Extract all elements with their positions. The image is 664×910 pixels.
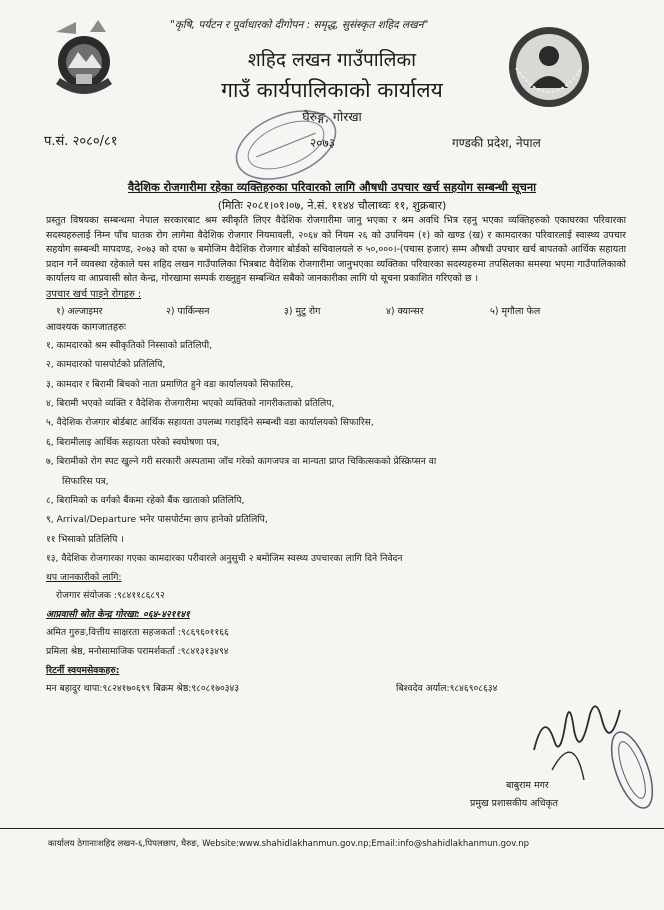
header-motto: "कृषि, पर्यटन र पूर्वाधारको दीगोपन : समृद्ध, सुसंस्कृत शहिद लखन": [170, 19, 429, 31]
mrc-heading: आप्रवासी स्रोत केन्द्र गोरखा: ०६४-४२११४१: [46, 608, 190, 620]
office-stamp-icon: [226, 102, 346, 188]
notice-date: (मितिः २०८१।०१।०७, ने.सं. ११४४ चौलाथ्वः ११, शुक्रबार): [217, 199, 447, 212]
disease-item: ४) क्यान्सर: [386, 305, 424, 317]
document-item: ५, वैदेशिक रोजगार बोर्डबाट आर्थिक सहायता उपलब्ध गराइदिने सम्बन्धी वडा कार्यालयको सिफारिस,: [46, 417, 374, 429]
document-item: सिफारिस पत्र,: [62, 475, 109, 487]
returnee-heading: रिटर्नी स्वयमसेवकहरु:: [46, 664, 120, 676]
mrc-person: प्रमिला श्रेष्ठ, मनोसामाजिक परामर्शकर्ता :९८४१३१३४९४: [46, 646, 229, 657]
office-address: घैरुङ्ग, गोरखा: [302, 109, 362, 124]
disease-item: ३) मुटु रोग: [284, 305, 321, 317]
employment-coordinator: रोजगार संयोजक :९८४११८६८९२: [56, 590, 165, 602]
disease-item: ५) मृगौला फेल: [490, 305, 541, 317]
document-item: ७, बिरामीको रोग स्पट खुल्ने गरी सरकारी अस्पतामा जाँच गरेको कागजपत्र वा मान्यता प्राप्त चिकित्सकको प्रेस्क्रिप्सन वा: [46, 456, 437, 468]
notice-content: [46, 214, 626, 699]
disease-item: १) अल्जाइमर: [56, 305, 103, 317]
returnee-volunteers: मन बहादुर थापा:९८२४१७०६९९ बिक्रम श्रेष्ठ:९८०८१७०३४३: [46, 683, 240, 695]
document-item: १, कामदारको श्रम स्वीकृतिको निस्साको प्रतिलिपी,: [46, 339, 212, 351]
notice-title: वैदेशिक रोजगारीमा रहेका व्यक्तिहरुका परिवारको लागि औषधी उपचार खर्च सहयोग सम्बन्धी सूचना: [127, 180, 537, 194]
document-item: २, कामदारको पासपोर्टको प्रतिलिपि,: [46, 359, 166, 371]
diseases-heading: उपचार खर्च पाइने रोगहरु :: [46, 288, 142, 300]
disease-item: २) पार्किन्सन: [166, 305, 210, 317]
contacts-section: [46, 569, 626, 699]
diseases-list: [46, 305, 626, 320]
document-item: ३, कामदार र बिरामी बिचको नाता प्रमाणित हुने वडा कार्यालयको सिफारिस,: [46, 378, 294, 390]
province-name: गण्डकी प्रदेश, नेपाल: [452, 136, 541, 150]
documents-heading: आवश्यक कागजातहरुः: [46, 322, 126, 334]
document-item: ४, बिरामी भएको व्यक्ति र वैदेशिक रोजगारीमा भएको व्यक्तिको नागरीकताको प्रतिलिप,: [46, 397, 335, 409]
contacts-heading: थप जानकारीको लागि:: [46, 571, 122, 583]
document-item: ११ भिसाको प्रतिलिपि ।: [46, 533, 124, 545]
reference-number: प.सं. २०८०/८१: [44, 134, 118, 149]
establishment-year: २०७३: [310, 136, 335, 150]
footer-divider: [0, 828, 664, 829]
signatory-title: प्रमुख प्रशासकीय अधिकृत: [470, 798, 559, 809]
footer-address: कार्यालय ठेगानाःशहिद लखन-६,पिपलछाप, घैरुङ, Website:www.shahidlakhanmun.gov.np;Email:info@shahidlakhanmun.gov.np: [48, 839, 530, 849]
document-item: ९, Arrival/Departure भनेर पासपोर्टमा छाप हानेको प्रतिलिपि,: [46, 514, 268, 526]
document-item: १३, वैदेशिक रोजगारका गएका कामदारका परीवारले अनुसुची २ बमोजिम स्वस्थ्य उपचारका लागि दिने निवेदन: [46, 553, 403, 565]
signatory-name: बाबुराम मगर: [506, 780, 549, 791]
document-item: ६, बिरामीलाइ आर्थिक सहायता परेको स्वघोषणा पत्र,: [46, 436, 220, 448]
documents-list: [46, 336, 626, 569]
municipality-name: शहिद लखन गाउँपालिका: [247, 49, 417, 71]
office-name: गाउँ कार्यपालिकाको कार्यालय: [221, 78, 443, 102]
mrc-person: अमित गुरुङ,वित्तीय साक्षरता सहजकर्ता :९८६९६०११६६: [46, 627, 229, 639]
notice-body: प्रस्तुत विषयका सम्बन्धमा नेपाल सरकारबाट श्रम स्वीकृति लिएर वैदेशिक रोजगारीमा जानु भएका र श्रम अवधि भित्र रहनु भएका व्यक्तिहरुको एकाघरका परिवारका सदस्यहरुलाई निम्न पाँच घातक रोग लागेमा वैदेशिक रोजगार नियमावली, २०६४ को नियम २६ को उपनियम (१) को खण्ड (ख) र कामदारका परिवारलाई स्वास्थ्य उपचार सहयोग सम्बन्धी मापदण्ड, २०७३ को दफा ७ बमोजिम वैदेशिक रोजगार बोर्डको सचिवालयले रु ५०,०००।-(पचास हजार) सम्म औषधी उपचार खर्च बापतको आर्थिक सहायता प्रदान गर्ने व्यवस्था रहेकाले यस शहिद लखन गाउँपालिका भित्रबाट वैदेशिक रोजगारीमा जानुभएका व्यक्तिका परिवारका सदस्यहरुमा तपसिलका समस्या भएमा गाउँपालिकाको कार्यालय वा आप्रवासी स्रोत केन्द्र, गोरखामा सम्पर्क राख्नुहुन सम्बन्धित सबैको जानकारीका लागि यो सूचना प्रकाशित गरिएको छ ।: [46, 215, 626, 285]
document-item: ८, बिरामिको क वर्गको बैंकमा रहेको बैंक खाताको प्रतिलिपि,: [46, 495, 245, 506]
returnee-volunteer: बिश्वदेव अर्याल:९८४६९०८६३४: [396, 683, 498, 695]
